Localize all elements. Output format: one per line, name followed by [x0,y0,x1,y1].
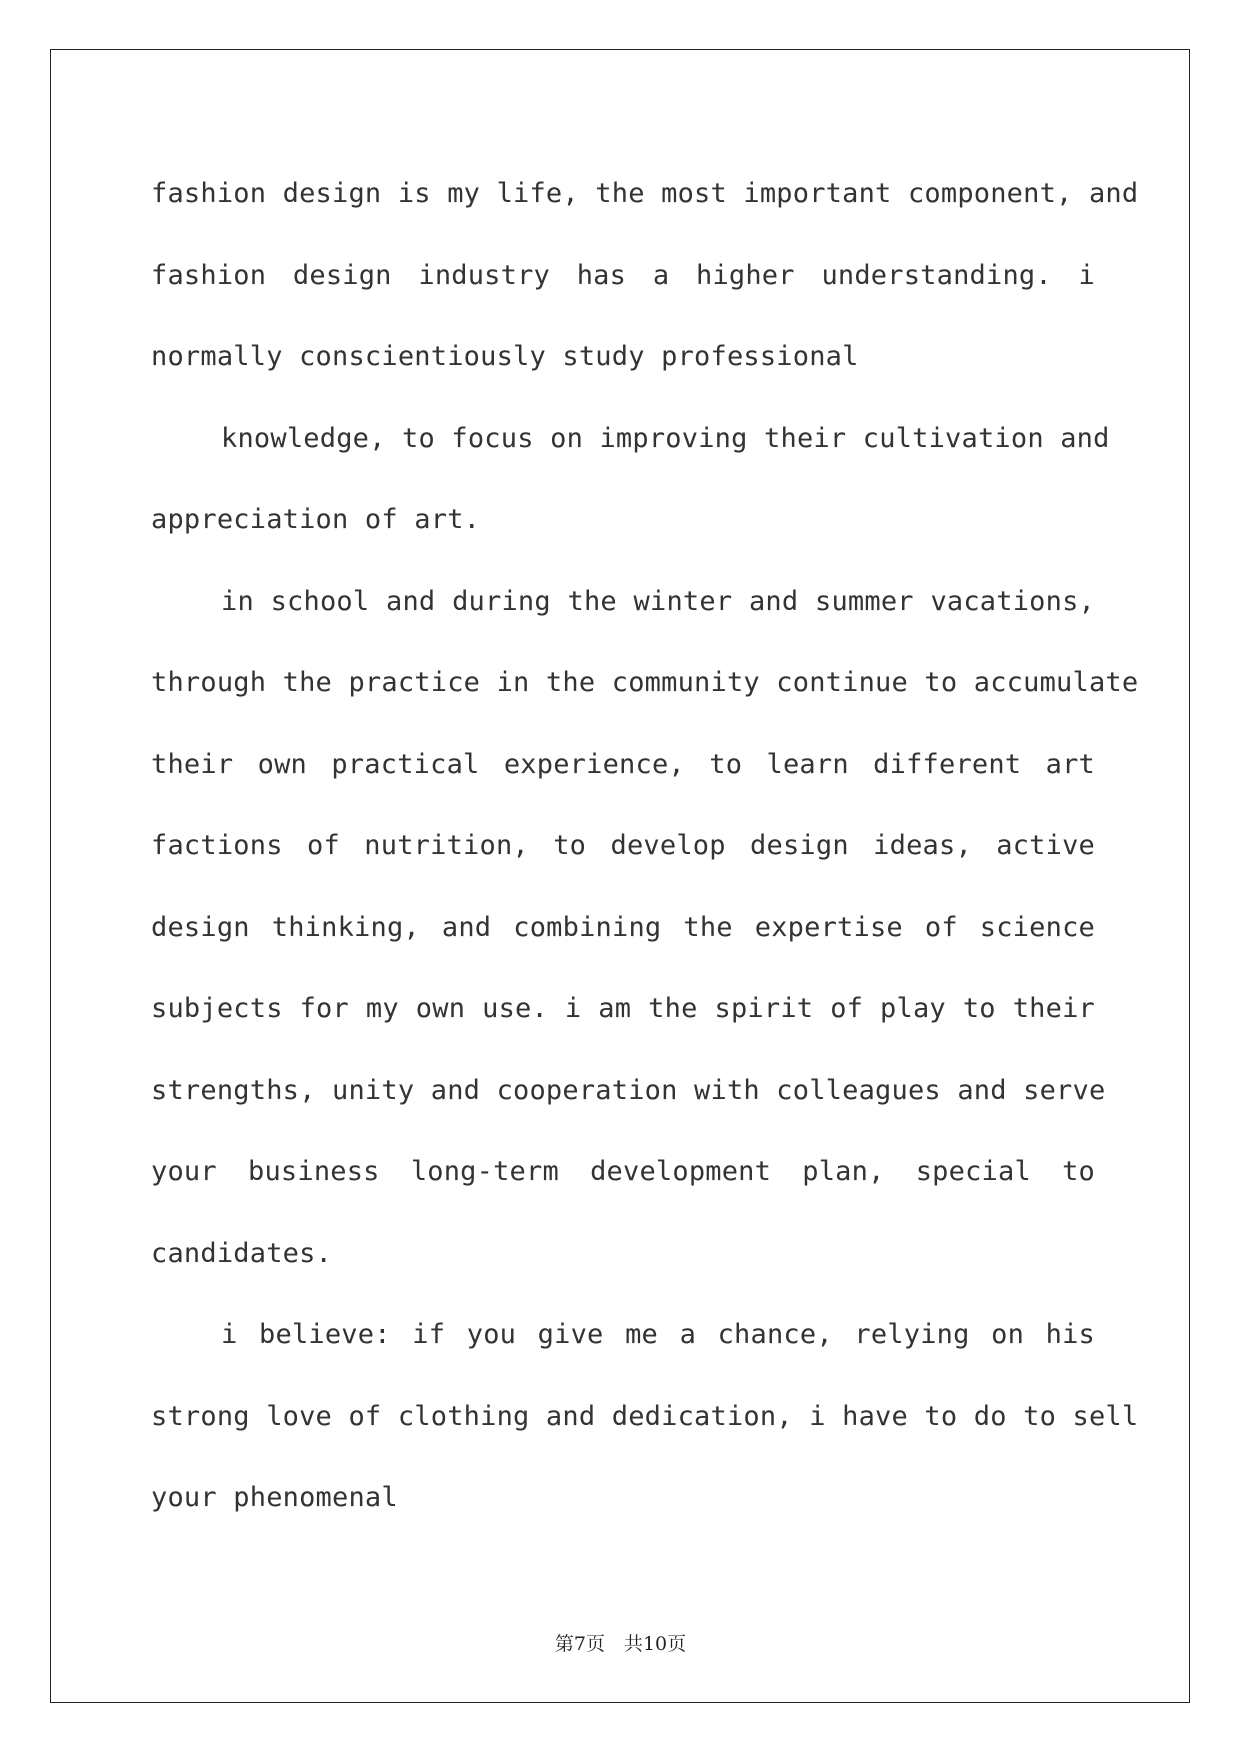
text-line: fashion design industry has a higher understanding. i [151,259,1095,291]
text-line: appreciation of art. [151,504,481,535]
text-line: strong love of clothing and dedication, i have to do to sell [151,1400,1139,1432]
page-number-footer: 第7页 共10页 [554,1633,687,1655]
text-line: your business long-term development plan, special to [151,1156,1095,1187]
text-line: design thinking, and combining the expertise of science [151,911,1095,943]
text-line: your phenomenal [151,1482,398,1513]
text-line: through the practice in the community continue to accumulate [151,667,1139,698]
text-line: fashion design is my life, the most important component, and [151,178,1139,209]
text-line: their own practical experience, to learn different art [151,748,1095,780]
text-line: factions of nutrition, to develop design ideas, active [151,830,1095,861]
text-line: normally conscientiously study professional [151,341,859,372]
text-line: i believe: if you give me a chance, relying on his [221,1319,1095,1350]
text-line: subjects for my own use. i am the spirit of play to their [151,993,1095,1024]
text-line: knowledge, to focus on improving their cultivation and [221,422,1110,454]
document-body [151,160,1139,1546]
text-line: in school and during the winter and summer vacations, [221,585,1095,617]
text-line: strengths, unity and cooperation with colleagues and serve [151,1074,1106,1106]
text-line: candidates. [151,1237,333,1269]
